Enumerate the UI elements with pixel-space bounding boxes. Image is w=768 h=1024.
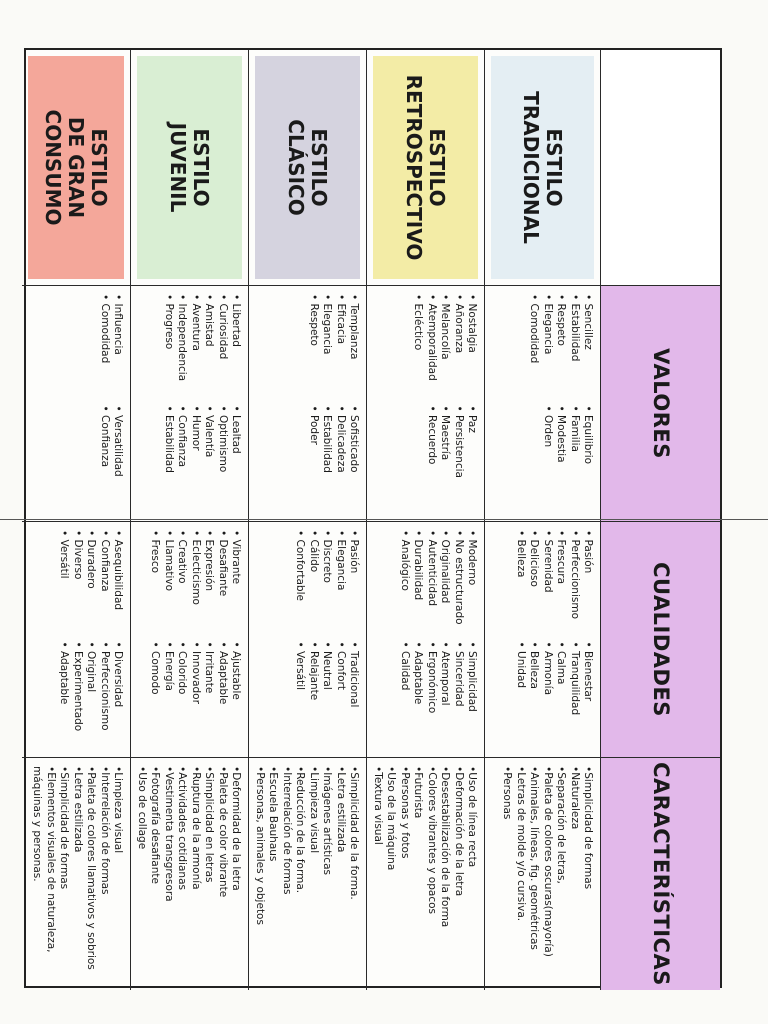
style-title-line2: RETROSPECTIVO bbox=[402, 74, 427, 261]
list-item: • Ecléctico bbox=[411, 294, 424, 402]
header-cualidades bbox=[600, 522, 720, 758]
style-title-line2: CLÁSICO bbox=[284, 119, 309, 216]
list-item: • Neutral bbox=[320, 642, 333, 750]
list-item: • Ergonómico bbox=[424, 642, 437, 750]
list-item: • Sencillez bbox=[581, 294, 594, 402]
style-title-line2: DE GRAN CONSUMO bbox=[41, 109, 89, 226]
list-item: • Estabilidad bbox=[320, 406, 333, 514]
style-title-line1: ESTILO bbox=[542, 128, 567, 207]
style-name bbox=[373, 56, 478, 279]
list-item: • Elegancia bbox=[320, 294, 333, 402]
style-title-line1: ESTILO bbox=[87, 128, 112, 207]
list-item: • Limpieza visual bbox=[111, 766, 124, 982]
list-item: • Atemporal bbox=[438, 642, 451, 750]
list-item: • Personas y fotos bbox=[397, 766, 410, 982]
caracteristicas-cell bbox=[248, 758, 366, 990]
list-item: • Experimentado bbox=[70, 642, 83, 750]
list-item: • Paleta de color vibrante bbox=[215, 766, 228, 982]
list-item: • Confortable bbox=[293, 530, 306, 638]
list-item: • Colores vibrantes y opacos bbox=[424, 766, 437, 982]
style-name-cell bbox=[366, 50, 484, 286]
valores-cell bbox=[130, 286, 248, 522]
list-item: • Letras de molde y/o cursiva. bbox=[513, 766, 526, 982]
list-item: • Deformación de la letra bbox=[451, 766, 464, 982]
list-item: • Calma bbox=[554, 642, 567, 750]
list-item: • Eclecticismo bbox=[188, 530, 201, 638]
style-name-cell bbox=[130, 50, 248, 286]
list-item: • Templanza bbox=[347, 294, 360, 402]
list-item: • Unidad bbox=[513, 642, 526, 750]
list-item: • Discreto bbox=[320, 530, 333, 638]
list-item: • Tranquilidad bbox=[567, 642, 580, 750]
list-item: • Analógico bbox=[397, 530, 410, 638]
list-item: • Atemporalidad bbox=[424, 294, 437, 402]
list-item: • Eficacia bbox=[333, 294, 346, 402]
list-item: • Independencia bbox=[175, 294, 188, 402]
caracteristicas-list bbox=[253, 766, 361, 982]
list-item: • Imágenes artísticas bbox=[320, 766, 333, 982]
list-item: • Reducción de la forma. bbox=[293, 766, 306, 982]
list-item: • Diverso bbox=[70, 530, 83, 638]
list-item: • Belleza bbox=[527, 642, 540, 750]
header-valores-label: VALORES bbox=[648, 348, 673, 459]
list-item: • Maestría bbox=[438, 406, 451, 514]
list-item: • Optimismo bbox=[215, 406, 228, 514]
list-item: • Equilibrio bbox=[581, 406, 594, 514]
style-name bbox=[28, 56, 124, 279]
list-item: • Delicadeza bbox=[333, 406, 346, 514]
list-item: • Lealtad bbox=[229, 406, 242, 514]
list-item: • Adaptable bbox=[215, 642, 228, 750]
list-item: • Autenticidad bbox=[424, 530, 437, 638]
list-item: • Letra estilizada bbox=[333, 766, 346, 982]
style-title-line1: ESTILO bbox=[307, 128, 332, 207]
list-item: • Interrelación de formas bbox=[97, 766, 110, 982]
list-item: • Simplicidad de la forma. bbox=[347, 766, 360, 982]
list-item: • Letra estilizada bbox=[70, 766, 83, 982]
cualidades-cell bbox=[130, 522, 248, 758]
list-item: • Personas, animales y objetos bbox=[253, 766, 266, 982]
list-item: • Influencia bbox=[111, 294, 124, 402]
list-item: • Asequibilidad bbox=[111, 530, 124, 638]
caracteristicas-cell bbox=[22, 758, 130, 990]
list-item: • Armonía bbox=[540, 642, 553, 750]
valores-cell bbox=[484, 286, 600, 522]
list-item: • Simplicidad de formas bbox=[57, 766, 70, 982]
list-item: • Confianza bbox=[97, 530, 110, 638]
list-item: • Vibrante bbox=[229, 530, 242, 638]
list-item: • Personas bbox=[500, 766, 513, 982]
list-item: • Textura visual bbox=[371, 766, 384, 982]
list-item: • Separación de letras, bbox=[554, 766, 567, 982]
list-item: • Vestimenta transgresora bbox=[161, 766, 174, 982]
valores-list bbox=[306, 294, 360, 513]
cualidades-list bbox=[397, 530, 478, 749]
style-name-cell bbox=[22, 50, 130, 286]
list-item: • Ruptura de la armonía bbox=[188, 766, 201, 982]
fold-line bbox=[0, 519, 768, 520]
list-item: • Creativo bbox=[175, 530, 188, 638]
cualidades-cell bbox=[22, 522, 130, 758]
style-title-line2: TRADICIONAL bbox=[519, 91, 544, 244]
list-item: • Energía bbox=[161, 642, 174, 750]
list-item: • Calidad bbox=[397, 642, 410, 750]
list-item: • Moderno bbox=[465, 530, 478, 638]
list-item: • Poder bbox=[306, 406, 319, 514]
list-item: • Progreso bbox=[161, 294, 174, 402]
style-name bbox=[255, 56, 360, 279]
valores-cell bbox=[248, 286, 366, 522]
cualidades-cell bbox=[366, 522, 484, 758]
list-item: • No estructurado bbox=[451, 530, 464, 638]
style-name-cell bbox=[248, 50, 366, 286]
list-item: • Belleza bbox=[513, 530, 526, 638]
list-item: • Pasión bbox=[581, 530, 594, 638]
list-item: • Versátil bbox=[293, 642, 306, 750]
list-item: • Elegancia bbox=[333, 530, 346, 638]
list-item: • Llamativo bbox=[161, 530, 174, 638]
header-caracteristicas-label: CARACTERÍSTICAS bbox=[648, 762, 673, 986]
list-item: • Añoranza bbox=[451, 294, 464, 402]
header-valores bbox=[600, 286, 720, 522]
list-item: • Valentía bbox=[202, 406, 215, 514]
list-item: • Serenidad bbox=[540, 530, 553, 638]
valores-cell bbox=[366, 286, 484, 522]
list-item: • Curiosidad bbox=[215, 294, 228, 402]
list-item: • Paleta de colores oscuras(mayoría) bbox=[540, 766, 553, 982]
list-item: • Sofisticado bbox=[347, 406, 360, 514]
list-item: • Animales, líneas, fig. geométricas bbox=[527, 766, 540, 982]
list-item: • Bienestar bbox=[581, 642, 594, 750]
list-item: • Escuela Bauhaus bbox=[266, 766, 279, 982]
list-item: • Simplicidad en letras bbox=[202, 766, 215, 982]
list-item: • Confianza bbox=[175, 406, 188, 514]
valores-list bbox=[161, 294, 242, 513]
list-item: • Versatilidad bbox=[111, 406, 124, 514]
list-item: • Persistencia bbox=[451, 406, 464, 514]
list-item: • Adaptable bbox=[411, 642, 424, 750]
caracteristicas-list bbox=[135, 766, 243, 982]
style-title-line1: ESTILO bbox=[425, 128, 450, 207]
header-corner bbox=[600, 50, 720, 286]
list-item: • Deformidad de la letra bbox=[229, 766, 242, 982]
list-item: • Uso de la máquina bbox=[384, 766, 397, 982]
styles-table bbox=[24, 48, 722, 988]
list-item: • Perfeccionismo bbox=[567, 530, 580, 638]
caracteristicas-list bbox=[30, 766, 124, 982]
list-item: • Colorido bbox=[175, 642, 188, 750]
cualidades-cell bbox=[248, 522, 366, 758]
style-name bbox=[137, 56, 242, 279]
list-item: • Versátil bbox=[57, 530, 70, 638]
caracteristicas-cell bbox=[130, 758, 248, 990]
list-item: • Comodidad bbox=[527, 294, 540, 402]
header-cualidades-label: CUALIDADES bbox=[648, 562, 673, 717]
cualidades-list bbox=[513, 530, 594, 749]
list-item: • Respeto bbox=[554, 294, 567, 402]
list-item: • Naturaleza bbox=[567, 766, 580, 982]
list-item: • Pasión bbox=[347, 530, 360, 638]
list-item: • Humor bbox=[188, 406, 201, 514]
list-item: • Simplicidad de formas bbox=[581, 766, 594, 982]
list-item: • Modestia bbox=[554, 406, 567, 514]
list-item: • Confort bbox=[333, 642, 346, 750]
list-item: • Fresco bbox=[148, 530, 161, 638]
list-item: • Respeto bbox=[306, 294, 319, 402]
list-item: • Interrelación de formas bbox=[279, 766, 292, 982]
style-title-line2: JUVENIL bbox=[166, 122, 191, 213]
list-item: • Paleta de colores llamativos y sobrios bbox=[84, 766, 97, 982]
list-item: • Uso de collage bbox=[135, 766, 148, 982]
list-item: • Innovador bbox=[188, 642, 201, 750]
list-item: • Confianza bbox=[97, 406, 110, 514]
list-item: • Ajustable bbox=[229, 642, 242, 750]
list-item: • Amistad bbox=[202, 294, 215, 402]
list-item: • Fotografía desafiante bbox=[148, 766, 161, 982]
caracteristicas-cell bbox=[484, 758, 600, 990]
list-item: • Elementos visuales de naturaleza, máquinas y personas. bbox=[30, 766, 57, 982]
list-item: • Desafiante bbox=[215, 530, 228, 638]
cualidades-list bbox=[148, 530, 242, 749]
list-item: • Desestabilización de la forma bbox=[438, 766, 451, 982]
list-item: • Estabilidad bbox=[161, 406, 174, 514]
list-item: • Actividades cotidianas bbox=[175, 766, 188, 982]
style-name-cell bbox=[484, 50, 600, 286]
list-item: • Estabilidad bbox=[567, 294, 580, 402]
caracteristicas-list bbox=[500, 766, 594, 982]
cualidades-list bbox=[57, 530, 124, 749]
list-item: • Perfeccionismo bbox=[97, 642, 110, 750]
valores-list bbox=[97, 294, 124, 513]
list-item: • Cálido bbox=[306, 530, 319, 638]
cualidades-cell bbox=[484, 522, 600, 758]
list-item: • Relajante bbox=[306, 642, 319, 750]
caracteristicas-cell bbox=[366, 758, 484, 990]
style-title-line1: ESTILO bbox=[189, 128, 214, 207]
list-item: • Simplicidad bbox=[465, 642, 478, 750]
list-item: • Originalidad bbox=[438, 530, 451, 638]
header-caracteristicas bbox=[600, 758, 720, 990]
list-item: • Delicioso bbox=[527, 530, 540, 638]
list-item: • Irritante bbox=[202, 642, 215, 750]
caracteristicas-list bbox=[371, 766, 479, 982]
list-item: • Uso de línea recta bbox=[465, 766, 478, 982]
style-name bbox=[491, 56, 594, 279]
list-item: • Paz bbox=[465, 406, 478, 514]
list-item: • Comodo bbox=[148, 642, 161, 750]
list-item: • Sinceridad bbox=[451, 642, 464, 750]
list-item: • Nostalgia bbox=[465, 294, 478, 402]
list-item: • Durabilidad bbox=[411, 530, 424, 638]
list-item: • Frescura bbox=[554, 530, 567, 638]
list-item: • Original bbox=[84, 642, 97, 750]
list-item: • Libertad bbox=[229, 294, 242, 402]
list-item: • Limpieza visual bbox=[306, 766, 319, 982]
list-item: • Adaptable bbox=[57, 642, 70, 750]
list-item: • Recuerdo bbox=[424, 406, 437, 514]
valores-cell bbox=[22, 286, 130, 522]
list-item: • Aventura bbox=[188, 294, 201, 402]
list-item: • Elegancia bbox=[540, 294, 553, 402]
list-item: • Orden bbox=[540, 406, 553, 514]
valores-list bbox=[411, 294, 478, 513]
list-item: • Duradero bbox=[84, 530, 97, 638]
list-item: • Futurista bbox=[411, 766, 424, 982]
list-item: • Comodidad bbox=[97, 294, 110, 402]
valores-list bbox=[527, 294, 594, 513]
list-item: • Tradicional bbox=[347, 642, 360, 750]
list-item: • Familia bbox=[567, 406, 580, 514]
list-item: • Expresión bbox=[202, 530, 215, 638]
list-item: • Diversidad bbox=[111, 642, 124, 750]
list-item: • Melancolía bbox=[438, 294, 451, 402]
cualidades-list bbox=[293, 530, 360, 749]
